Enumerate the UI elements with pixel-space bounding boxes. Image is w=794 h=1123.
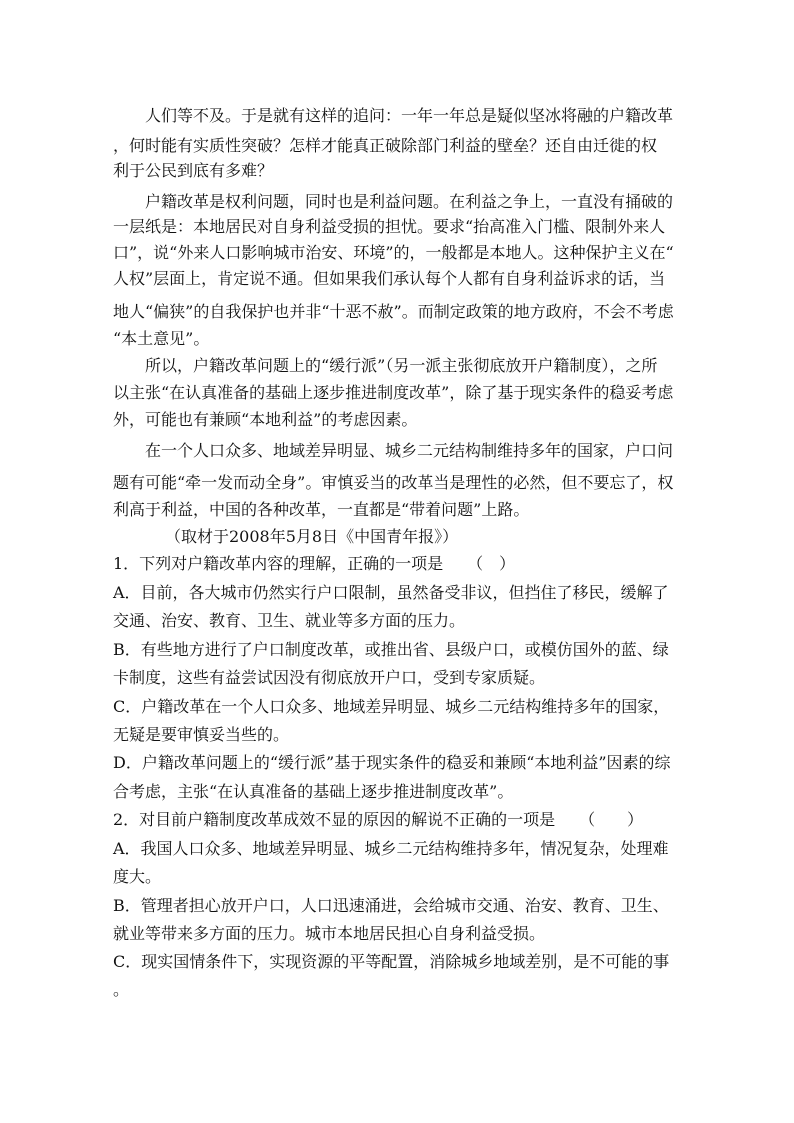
paragraph-line: 题有可能“牵一发而动全身”。审慎妥当的改革当是理性的必然，但不要忘了，权 [113, 473, 674, 492]
option-line: 就业等带来多方面的压力。城市本地居民担心自身利益受损。 [113, 924, 546, 943]
paragraph-line: 以主张“在认真准备的基础上逐步推进制度改革”，除了基于现实条件的稳妥考虑 [113, 383, 674, 402]
paragraph-line: 户籍改革是权利问题，同时也是利益问题。在利益之争上，一直没有捅破的 [145, 192, 674, 211]
paragraph-line: 所以，户籍改革问题上的“缓行派”（另一派主张彻底放开户籍制度），之所 [145, 356, 658, 375]
paragraph-line: ，何时能有实质性突破？怎样才能真正破除部门利益的壁垒？还自由迁徙的权 [113, 136, 658, 155]
paragraph-line: 地人“偏狭”的自我保护也并非“十恶不赦”。而制定政策的地方政府，不会不考虑 [113, 302, 674, 321]
paragraph-line: 外，可能也有兼顾“本地利益”的考虑因素。 [113, 410, 418, 429]
paragraph-line: “本土意见”。 [113, 329, 210, 348]
option-line: 度大。 [113, 867, 162, 886]
option-line: A．我国人口众多、地域差异明显、城乡二元结构维持多年，情况复杂，处理难 [113, 839, 669, 858]
paragraph-line: 利高于利益，中国的各种改革，一直都是“带着问题”上路。 [113, 500, 530, 519]
paragraph-line: 人们等不及。于是就有这样的追问：一年一年总是疑似坚冰将融的户籍改革 [145, 106, 674, 125]
option-line: C．现实国情条件下，实现资源的平等配置，消除城乡地域差别，是不可能的事 [113, 952, 670, 971]
option-line: B．管理者担心放开户口，人口迅速涌进，会给城市交通、治安、教育、卫生、 [113, 896, 669, 915]
paragraph-line: 一层纸是：本地居民对自身利益受损的担忧。要求“抬高准入门槛、限制外来人 [113, 217, 666, 236]
question-1: 1．下列对户籍改革内容的理解，正确的一项是 （ ） [113, 554, 516, 573]
option-line: D．户籍改革问题上的“缓行派”基于现实条件的稳妥和兼顾“本地利益”因素的综 [113, 753, 671, 772]
question-2: 2．对目前户籍制度改革成效不显的原因的解说不正确的一项是 （ ） [113, 810, 644, 829]
option-line: 合考虑，主张“在认真准备的基础上逐步推进制度改革”。 [113, 782, 514, 801]
paragraph-line: 口”，说“外来人口影响城市治安、环境”的，一般都是本地人。这种保护主义在“ [113, 243, 674, 262]
paragraph-line: 在一个人口众多、地域差异明显、城乡二元结构制维持多年的国家，户口问 [145, 441, 674, 460]
option-line: 。 [113, 980, 130, 999]
source-citation: （取材于2008年5月8日《中国青年报》） [165, 527, 459, 546]
option-line: 卡制度，这些有益尝试因没有彻底放开户口，受到专家质疑。 [113, 668, 546, 687]
option-line: 无疑是要审慎妥当些的。 [113, 725, 290, 744]
option-line: C．户籍改革在一个人口众多、地域差异明显、城乡二元结构维持多年的国家， [113, 697, 670, 716]
option-line: A．目前，各大城市仍然实行户口限制，虽然备受非议，但挡住了移民，缓解了 [113, 583, 669, 602]
paragraph-line: 人权”层面上，肯定说不通。但如果我们承认每个人都有自身利益诉求的话，当 [113, 269, 666, 288]
paragraph-line: 利于公民到底有多难？ [113, 161, 274, 180]
option-line: 交通、治安、教育、卫生、就业等多方面的压力。 [113, 611, 466, 630]
option-line: B．有些地方进行了户口制度改革，或推出省、县级户口，或模仿国外的蓝、绿 [113, 640, 669, 659]
